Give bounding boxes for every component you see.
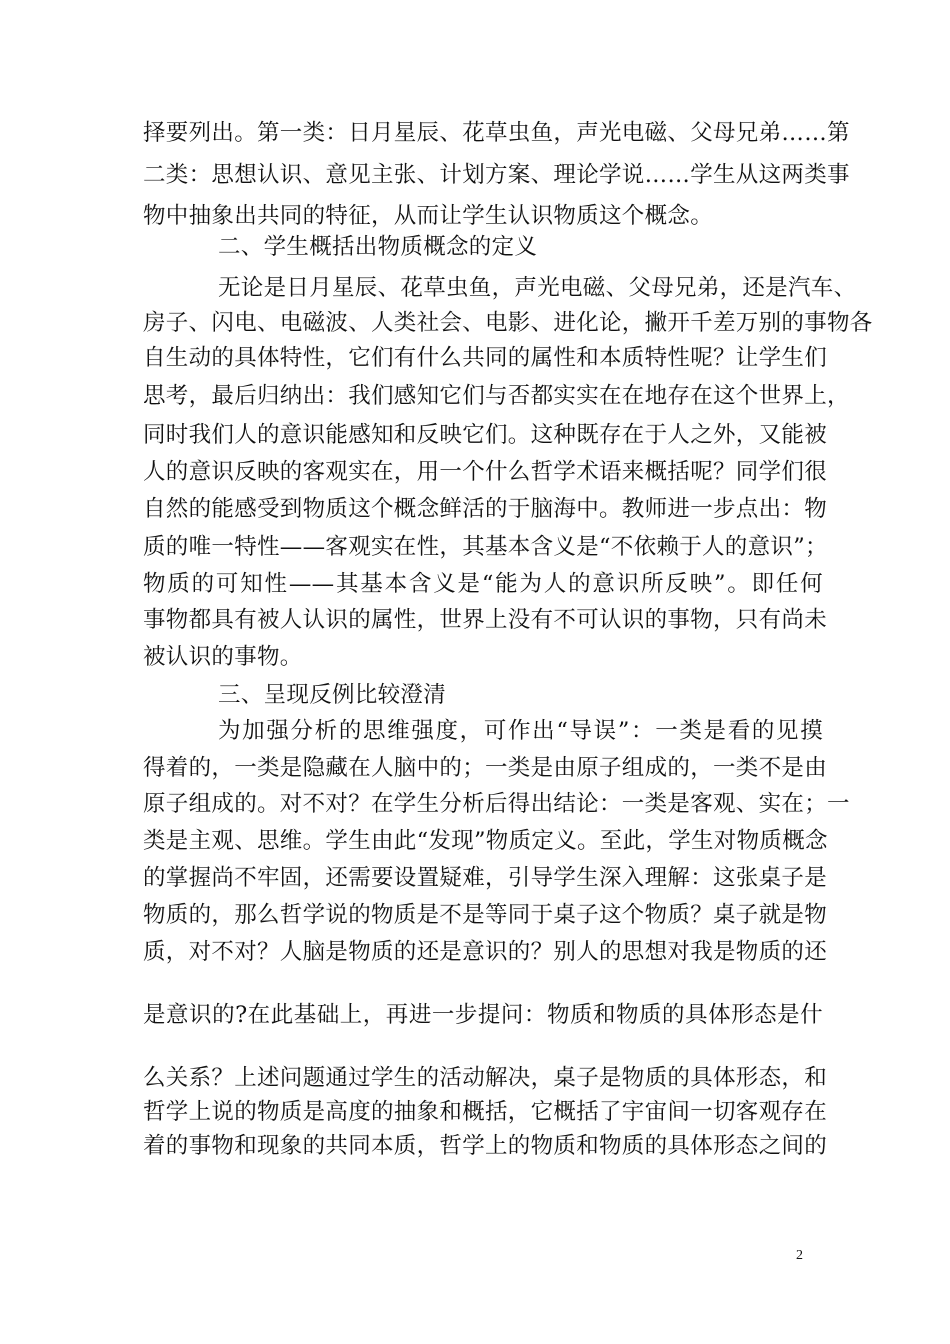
paragraph-2-line-6: 人的意识反映的客观实在，用一个什么哲学术语来概括呢？同学们很 — [143, 459, 828, 485]
paragraph-2-line-2: 房子、闪电、电磁波、人类社会、电影、进化论，撇开千差万别的事物各 — [143, 310, 873, 336]
paragraph-2-line-11: 被认识的事物。 — [143, 644, 303, 670]
page-number: 2 — [796, 1248, 803, 1263]
paragraph-2-line-1: 无论是日月星辰、花草虫鱼，声光电磁、父母兄弟，还是汽车、 — [218, 275, 857, 301]
paragraph-3-line-8: 是意识的?在此基础上，再进一步提问：物质和物质的具体形态是什 — [143, 1002, 823, 1028]
paragraph-3-line-10: 哲学上说的物质是高度的抽象和概括，它概括了宇宙间一切客观存在 — [143, 1099, 828, 1125]
paragraph-1-line-2: 二类：思想认识、意见主张、计划方案、理论学说……学生从这两类事 — [143, 162, 850, 188]
paragraph-3-line-6: 物质的，那么哲学说的物质是不是等同于桌子这个物质？桌子就是物 — [143, 902, 828, 928]
paragraph-1-line-3: 物中抽象出共同的特征，从而让学生认识物质这个概念。 — [143, 203, 714, 229]
paragraph-3-line-9: 么关系？上述问题通过学生的活动解决，桌子是物质的具体形态，和 — [143, 1065, 828, 1091]
paragraph-3-line-11: 着的事物和现象的共同本质，哲学上的物质和物质的具体形态之间的 — [143, 1133, 828, 1159]
paragraph-3-line-1: 为加强分析的思维强度，可作出“导误”：一类是看的见摸 — [218, 718, 823, 744]
paragraph-2-line-8: 质的唯一特性——客观实在性，其基本含义是“不依赖于人的意识”； — [143, 534, 828, 560]
paragraph-2-line-3: 自生动的具体特性，它们有什么共同的属性和本质特性呢？让学生们 — [143, 345, 828, 371]
paragraph-3-line-5: 的掌握尚不牢固，还需要设置疑难，引导学生深入理解：这张桌子是 — [143, 865, 828, 891]
paragraph-3-line-4: 类是主观、思维。学生由此“发现”物质定义。至此，学生对物质概念 — [143, 828, 828, 854]
paragraph-2-line-10: 事物都具有被人认识的属性，世界上没有不可认识的事物，只有尚未 — [143, 607, 828, 633]
paragraph-2-line-9: 物质的可知性——其基本含义是“能为人的意识所反映”。即任何 — [143, 571, 823, 597]
section-heading-2: 二、学生概括出物质概念的定义 — [218, 234, 538, 260]
paragraph-3-line-3: 原子组成的。对不对？在学生分析后得出结论：一类是客观、实在；一 — [143, 791, 850, 817]
paragraph-3-line-2: 得着的，一类是隐藏在人脑中的；一类是由原子组成的，一类不是由 — [143, 755, 828, 781]
section-heading-3: 三、呈现反例比较澄清 — [218, 682, 447, 708]
paragraph-2-line-4: 思考，最后归纳出：我们感知它们与否都实实在在地存在这个世界上， — [143, 383, 850, 409]
paragraph-3-line-7: 质，对不对？人脑是物质的还是意识的？别人的思想对我是物质的还 — [143, 939, 828, 965]
paragraph-1-line-1: 择要列出。第一类：日月星辰、花草虫鱼，声光电磁、父母兄弟……第 — [143, 120, 850, 146]
paragraph-2-line-7: 自然的能感受到物质这个概念鲜活的于脑海中。教师进一步点出：物 — [143, 496, 828, 522]
paragraph-2-line-5: 同时我们人的意识能感知和反映它们。这种既存在于人之外，又能被 — [143, 422, 828, 448]
